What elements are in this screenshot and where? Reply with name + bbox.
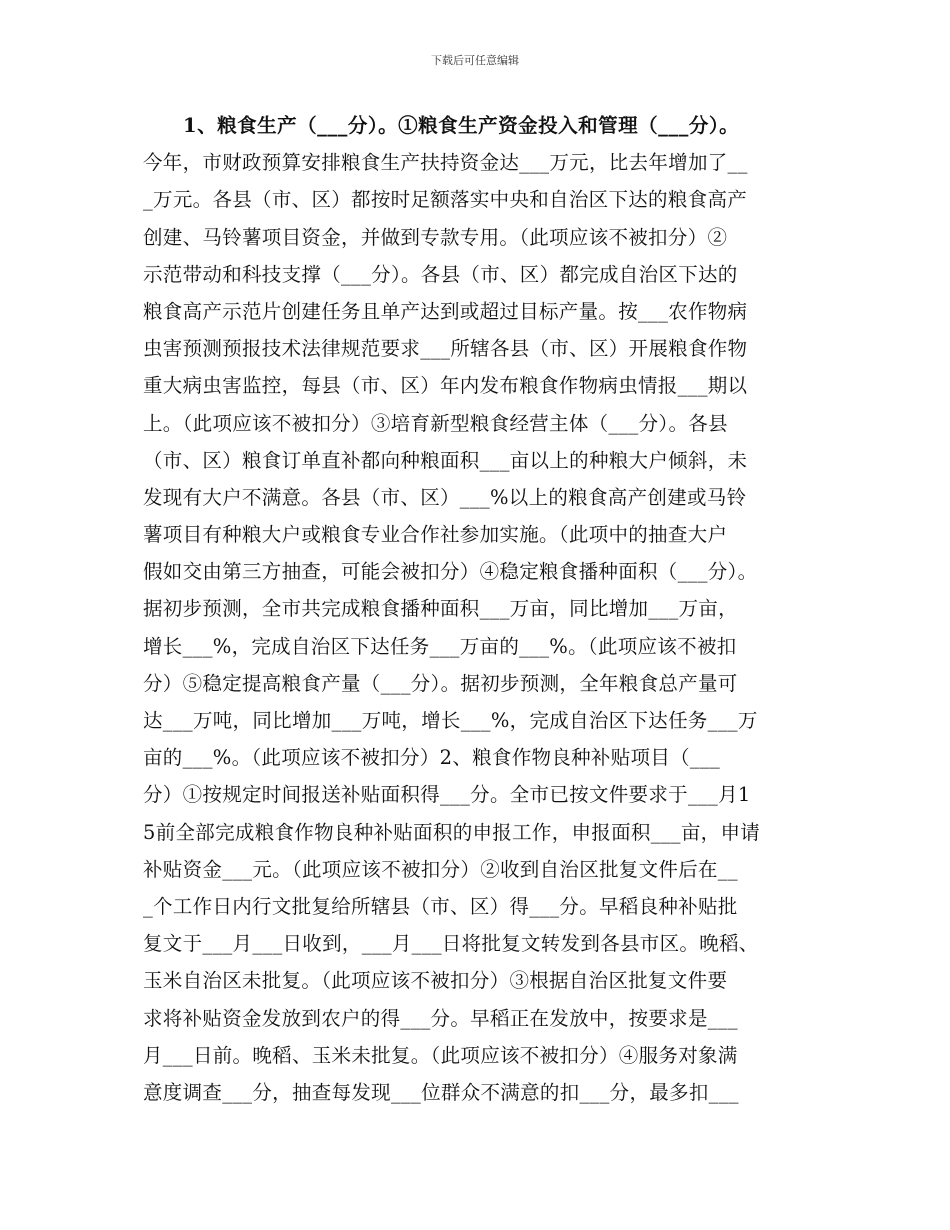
text-line: 增长___%，完成自治区下达任务___万亩的___%。（此项应该不被扣 xyxy=(143,634,737,658)
text-line: 示范带动和科技支撑（___分）。各县（市、区）都完成自治区下达的 xyxy=(143,262,738,286)
text-line: 亩的___%。（此项应该不被扣分）2、粮食作物良种补贴项目（___ xyxy=(143,746,721,770)
text-line: 创建、马铃薯项目资金，并做到专款专用。（此项应该不被扣分）② xyxy=(143,225,728,249)
text-line: 今年，市财政预算安排粮食生产扶持资金达___万元，比去年增加了__ xyxy=(143,151,748,175)
text-line: 分）⑤稳定提高粮食产量（___分）。据初步预测，全年粮食总产量可 xyxy=(143,671,738,695)
text-line: 假如交由第三方抽查，可能会被扣分）④稳定粮食播种面积（___分）。 xyxy=(143,560,758,584)
text-line: 复文于___月___日收到，___月___日将批复文转发到各县市区。晚稻、 xyxy=(143,932,759,956)
text-line: 5前全部完成粮食作物良种补贴面积的申报工作，申报面积___亩，申请 xyxy=(143,820,761,844)
document-body xyxy=(143,107,815,1111)
text-line: _个工作日内行文批复给所辖县（市、区）得___分。早稻良种补贴批 xyxy=(143,894,738,918)
text-line: 1、粮食生产（___分）。①粮食生产资金投入和管理（___分）。 xyxy=(183,114,740,137)
text-line: 意度调查___分，抽查每发现___位群众不满意的扣___分，最多扣___ xyxy=(143,1080,739,1104)
text-line: 分）①按规定时间报送补贴面积得___分。全市已按文件要求于___月1 xyxy=(143,783,751,807)
text-line: 求将补贴资金发放到农户的得___分。早稻正在发放中，按要求是___ xyxy=(143,1006,738,1030)
text-line: 粮食高产示范片创建任务且单产达到或超过目标产量。按___农作物病 xyxy=(143,299,748,323)
text-line: 重大病虫害监控，每县（市、区）年内发布粮食作物病虫情报___期以 xyxy=(143,374,748,398)
text-line: 虫害预测预报技术法律规范要求___所辖各县（市、区）开展粮食作物 xyxy=(143,337,748,361)
text-line: 补贴资金___元。（此项应该不被扣分）②收到自治区批复文件后在__ xyxy=(143,857,738,881)
text-line: 薯项目有种粮大户或粮食专业合作社参加实施。（此项中的抽查大户 xyxy=(143,523,728,547)
text-line: 发现有大户不满意。各县（市、区）___%以上的粮食高产创建或马铃 xyxy=(143,485,747,509)
text-line: 上。（此项应该不被扣分）③培育新型粮食经营主体（___分）。各县 xyxy=(143,411,728,435)
text-line: 玉米自治区未批复。（此项应该不被扣分）③根据自治区批复文件要 xyxy=(143,969,728,993)
text-line: _万元。各县（市、区）都按时足额落实中央和自治区下达的粮食高产 xyxy=(143,188,748,212)
text-line: （市、区）粮食订单直补都向种粮面积___亩以上的种粮大户倾斜，未 xyxy=(143,448,748,472)
text-line: 达___万吨，同比增加___万吨，增长___%，完成自治区下达任务___万 xyxy=(143,709,758,732)
text-line: 据初步预测，全市共完成粮食播种面积___万亩，同比增加___万亩， xyxy=(143,597,738,621)
page-header: 下载后可任意编辑 xyxy=(431,54,519,67)
text-line: 月___日前。晚稻、玉米未批复。（此项应该不被扣分）④服务对象满 xyxy=(143,1043,738,1067)
